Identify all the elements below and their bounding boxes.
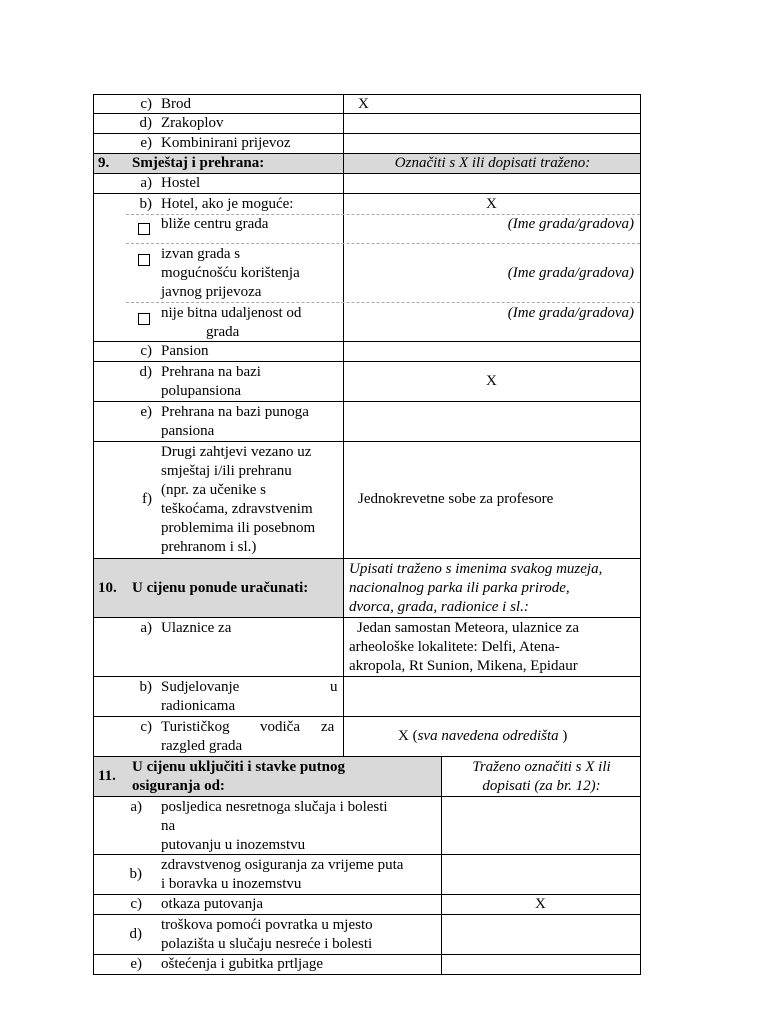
option-line: nije bitna udaljenost od — [161, 305, 302, 321]
item-line: zdravstvenog osiguranja za vrijeme puta — [161, 857, 404, 873]
option-line: izvan grada s — [161, 246, 241, 262]
row-osiguranje-c — [93, 895, 641, 915]
item-number: b) — [139, 196, 152, 212]
item-line: Prehrana na bazi — [161, 364, 261, 380]
row-hotel-group — [93, 194, 641, 342]
section-hint: dopisati (za br. 12): — [482, 778, 601, 794]
item-number: c) — [140, 343, 152, 359]
item-number: d) — [129, 926, 142, 942]
item-label: oštećenja i gubitka prtljage — [161, 956, 324, 972]
item-line: prehranom i sl.) — [161, 539, 257, 555]
item-line: razgled grada — [161, 738, 243, 754]
section-9-header — [93, 154, 641, 174]
item-number: c) — [130, 896, 142, 912]
item-label: otkaza putovanja — [161, 896, 264, 912]
item-value: X — [486, 196, 497, 212]
row-puni-pansion — [93, 402, 641, 442]
item-line: za — [321, 719, 335, 735]
item-line: u — [330, 679, 338, 695]
item-line: vodiča — [260, 719, 300, 735]
item-value: X — [486, 373, 497, 389]
item-label: Brod — [161, 96, 191, 112]
item-line: polazišta u slučaju nesreće i bolesti — [161, 936, 373, 952]
item-value-line: akropola, Rt Sunion, Mikena, Epidaur — [349, 658, 578, 674]
item-line: polupansiona — [161, 383, 241, 399]
section-11-header — [93, 757, 641, 797]
item-line: smještaj i/ili prehranu — [161, 463, 292, 479]
option-hint: (Ime grada/gradova) — [507, 265, 634, 281]
item-number: e) — [140, 404, 152, 420]
item-number: b) — [139, 679, 152, 695]
item-line: posljedica nesretnoga slučaja i bolesti — [161, 799, 388, 815]
dotted-divider — [126, 243, 640, 244]
item-line: teškoćama, zdravstvenim — [161, 501, 313, 517]
option-line: mogućnošću korištenja — [161, 265, 300, 281]
item-line: Sudjelovanje — [161, 679, 240, 695]
section-title: U cijenu uključiti i stavke putnog — [132, 759, 345, 775]
row-zrakoplov — [93, 114, 641, 134]
section-number: 9. — [98, 155, 110, 171]
item-line: Turističkog — [161, 719, 230, 735]
row-pansion — [93, 342, 641, 362]
item-label: Pansion — [161, 343, 209, 359]
item-number: c) — [140, 96, 152, 112]
section-title: osiguranja od: — [132, 778, 225, 794]
option-label: bliže centru grada — [161, 216, 269, 232]
row-drugi-zahtjevi — [93, 442, 641, 559]
item-number: e) — [140, 135, 152, 151]
section-hint: Traženo označiti s X ili — [472, 759, 611, 775]
item-value: X — [358, 96, 369, 112]
checkbox[interactable] — [138, 223, 150, 235]
row-polupansion — [93, 362, 641, 402]
item-number: a) — [140, 620, 152, 636]
option-hint: (Ime grada/gradova) — [507, 305, 634, 321]
row-osiguranje-e — [93, 955, 641, 975]
checkbox[interactable] — [138, 254, 150, 266]
item-number: a) — [130, 799, 142, 815]
item-line: Prehrana na bazi punoga — [161, 404, 309, 420]
option-line: grada — [206, 324, 240, 340]
item-number: d) — [139, 364, 152, 380]
item-number: a) — [140, 175, 152, 191]
row-radionice — [93, 677, 641, 717]
item-number: b) — [129, 866, 142, 882]
row-kombinirani — [93, 134, 641, 154]
row-osiguranje-b — [93, 855, 641, 895]
item-label: Ulaznice za — [161, 620, 232, 636]
item-label: Hostel — [161, 175, 201, 191]
item-line: radionicama — [161, 698, 236, 714]
section-title: U cijenu ponude uračunati: — [132, 580, 309, 596]
item-line: Drugi zahtjevi vezano uz — [161, 444, 312, 460]
item-line: na — [161, 818, 176, 834]
item-value-line: arheološke lokalitete: Delfi, Atena- — [349, 639, 560, 655]
section-hint: Upisati traženo s imenima svakog muzeja, — [349, 561, 603, 577]
item-number: d) — [139, 115, 152, 131]
dotted-divider — [126, 302, 640, 303]
item-line: i boravka u inozemstvu — [161, 876, 302, 892]
item-label: Zrakoplov — [161, 115, 224, 131]
item-line: (npr. za učenike s — [161, 482, 266, 498]
option-line: javnog prijevoza — [161, 284, 262, 300]
item-line: pansiona — [161, 423, 215, 439]
item-line: problemima ili posebnom — [161, 520, 316, 536]
item-number: c) — [140, 719, 152, 735]
section-10-header — [93, 559, 641, 618]
item-value: X — [535, 896, 546, 912]
row-osiguranje-d — [93, 915, 641, 955]
section-title: Smještaj i prehrana: — [132, 155, 265, 171]
item-value: Jednokrevetne sobe za profesore — [358, 491, 554, 507]
row-ulaznice — [93, 618, 641, 677]
section-hint: Označiti s X ili dopisati traženo: — [394, 155, 591, 171]
item-label: Kombinirani prijevoz — [161, 135, 291, 151]
item-label: Hotel, ako je moguće: — [161, 196, 294, 212]
item-number: e) — [130, 956, 142, 972]
item-line: troškova pomoći povratka u mjesto — [161, 917, 373, 933]
section-number: 11. — [98, 768, 116, 784]
section-hint: dvorca, grada, radionice i sl.: — [349, 599, 529, 615]
section-hint: nacionalnog parka ili parka prirode, — [349, 580, 570, 596]
item-value: X (sva navedena odredišta ) — [398, 728, 568, 744]
row-vodic — [93, 717, 641, 757]
row-osiguranje-a — [93, 797, 641, 855]
item-number: f) — [142, 491, 152, 507]
row-hostel — [93, 174, 641, 194]
item-line: putovanju u inozemstvu — [161, 837, 306, 853]
option-hint: (Ime grada/gradova) — [507, 216, 634, 232]
section-number: 10. — [98, 580, 117, 596]
row-brod — [93, 94, 641, 114]
checkbox[interactable] — [138, 313, 150, 325]
item-value-line: Jedan samostan Meteora, ulaznice za — [357, 620, 579, 636]
